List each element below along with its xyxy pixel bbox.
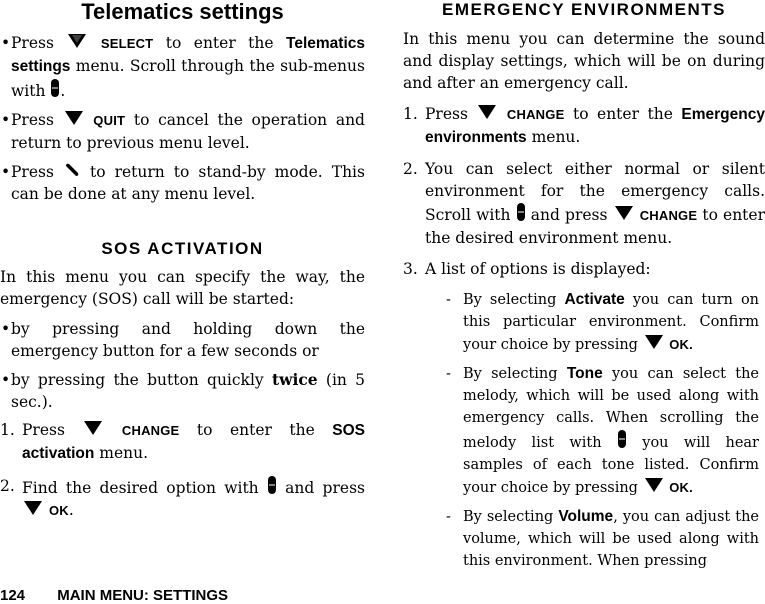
env-step-3	[403, 258, 765, 280]
env-step-1	[403, 103, 765, 149]
scroll-key-icon	[50, 78, 60, 98]
sos-heading: SOS ACTIVATION	[101, 239, 264, 258]
step-number: 2.	[403, 160, 418, 178]
text: Press	[11, 111, 54, 129]
text: Press	[22, 421, 65, 439]
text: to cancel the operation and return to previous menu level.	[11, 111, 365, 152]
env-step-2	[403, 158, 765, 249]
step-number: 3.	[403, 260, 418, 278]
left-soft-key-icon	[66, 32, 88, 50]
left-soft-key-icon	[643, 476, 665, 494]
text: to enter the desired environment menu.	[425, 206, 765, 247]
menu-term: SOS activation	[22, 422, 365, 462]
text: and press	[530, 206, 608, 224]
sos-step-2	[0, 475, 365, 522]
change-key-label: CHANGE	[639, 208, 698, 223]
text: Find the desired option with	[22, 479, 259, 497]
page-title: Telematics settings	[81, 0, 284, 24]
option-term: Volume	[558, 508, 614, 525]
text: Press	[11, 34, 54, 52]
dash: -	[446, 509, 451, 525]
right-column	[403, 0, 765, 572]
emergency-intro: In this menu you can determine the sound and display settings, which will be on during and after an emergency call.	[403, 30, 765, 92]
bullet-hold: • by pressing and holding down the emergency button for a few seconds or	[0, 318, 365, 362]
right-soft-key-icon	[63, 109, 85, 127]
step-number: 1.	[0, 421, 15, 439]
page-number: 124	[0, 587, 26, 604]
option-term: Activate	[564, 291, 625, 308]
text: to enter the	[572, 105, 673, 123]
text: by pressing the button quickly	[11, 371, 264, 389]
dash: -	[446, 366, 451, 382]
text: By selecting	[463, 509, 554, 525]
text: to return to stand-by mode. This can be done at any menu level.	[11, 163, 365, 203]
left-soft-key-icon	[22, 499, 44, 517]
left-soft-key-icon	[613, 204, 635, 222]
ok-key-label: OK.	[669, 480, 693, 495]
text: .	[68, 501, 74, 519]
text: you can select the melody, which will be used along with emergency calls. When scrolling the melody list with	[463, 366, 760, 451]
sos-intro: In this menu you can specify the way, the emergency (SOS) call will be started:	[0, 268, 365, 308]
change-key-label: CHANGE	[506, 107, 565, 122]
option-activate	[403, 289, 765, 356]
text: to enter the	[165, 34, 274, 52]
text: You can select either normal or silent environment for the emergency calls. Scroll with	[425, 160, 765, 224]
ok-key-label: OK.	[669, 337, 693, 352]
left-column	[0, 0, 365, 522]
left-soft-key-icon	[476, 103, 498, 121]
scroll-key-icon	[617, 429, 627, 449]
step-number: 2.	[0, 477, 15, 495]
end-call-key-icon	[63, 161, 81, 179]
bullet-quit	[0, 109, 365, 154]
text: menu.	[99, 444, 149, 462]
text: .	[60, 82, 66, 100]
text: menu.	[531, 128, 581, 146]
select-key-label: SELECT	[100, 36, 154, 51]
text: A list of options is displayed:	[425, 260, 651, 278]
option-volume	[403, 506, 765, 572]
bullet-twice	[0, 369, 365, 413]
text: By selecting	[463, 292, 557, 308]
text: Press	[425, 105, 468, 123]
text: , you can adjust the volume, which will be used along with this environment. When pressing	[463, 509, 760, 569]
bullet-select	[0, 32, 365, 102]
bullet-end	[0, 161, 365, 205]
step-number: 1.	[403, 105, 418, 123]
text: you can turn on this particular environment. Confirm your choice by pressing	[463, 292, 760, 353]
sos-step-1	[0, 419, 365, 465]
menu-term: Telematics settings	[11, 35, 365, 75]
text: and press	[285, 479, 365, 497]
ok-key-label: OK	[48, 503, 69, 518]
text: By selecting	[463, 366, 558, 382]
text: Press	[11, 163, 54, 181]
text: (in 5 sec.).	[11, 371, 366, 411]
page-footer	[0, 587, 228, 604]
option-tone	[403, 363, 765, 499]
dash: -	[446, 292, 451, 308]
text: you will hear samples of each tone listed. Confirm your choice by pressing	[463, 435, 759, 496]
quit-key-label: QUIT	[93, 113, 126, 128]
scroll-key-icon	[267, 475, 277, 495]
text: to enter the	[196, 421, 315, 439]
left-soft-key-icon	[82, 419, 104, 437]
option-term: Tone	[566, 365, 603, 382]
bold-term: twice	[271, 370, 318, 389]
change-key-label: CHANGE	[121, 423, 180, 438]
section-title: MAIN MENU: SETTINGS	[57, 587, 229, 604]
left-soft-key-icon	[643, 333, 665, 351]
text: menu. Scroll through the sub-menus with	[11, 57, 365, 100]
emergency-heading: EMERGENCY ENVIRONMENTS	[442, 0, 726, 19]
menu-term: Emergency environments	[425, 106, 765, 146]
scroll-key-icon	[516, 202, 526, 222]
